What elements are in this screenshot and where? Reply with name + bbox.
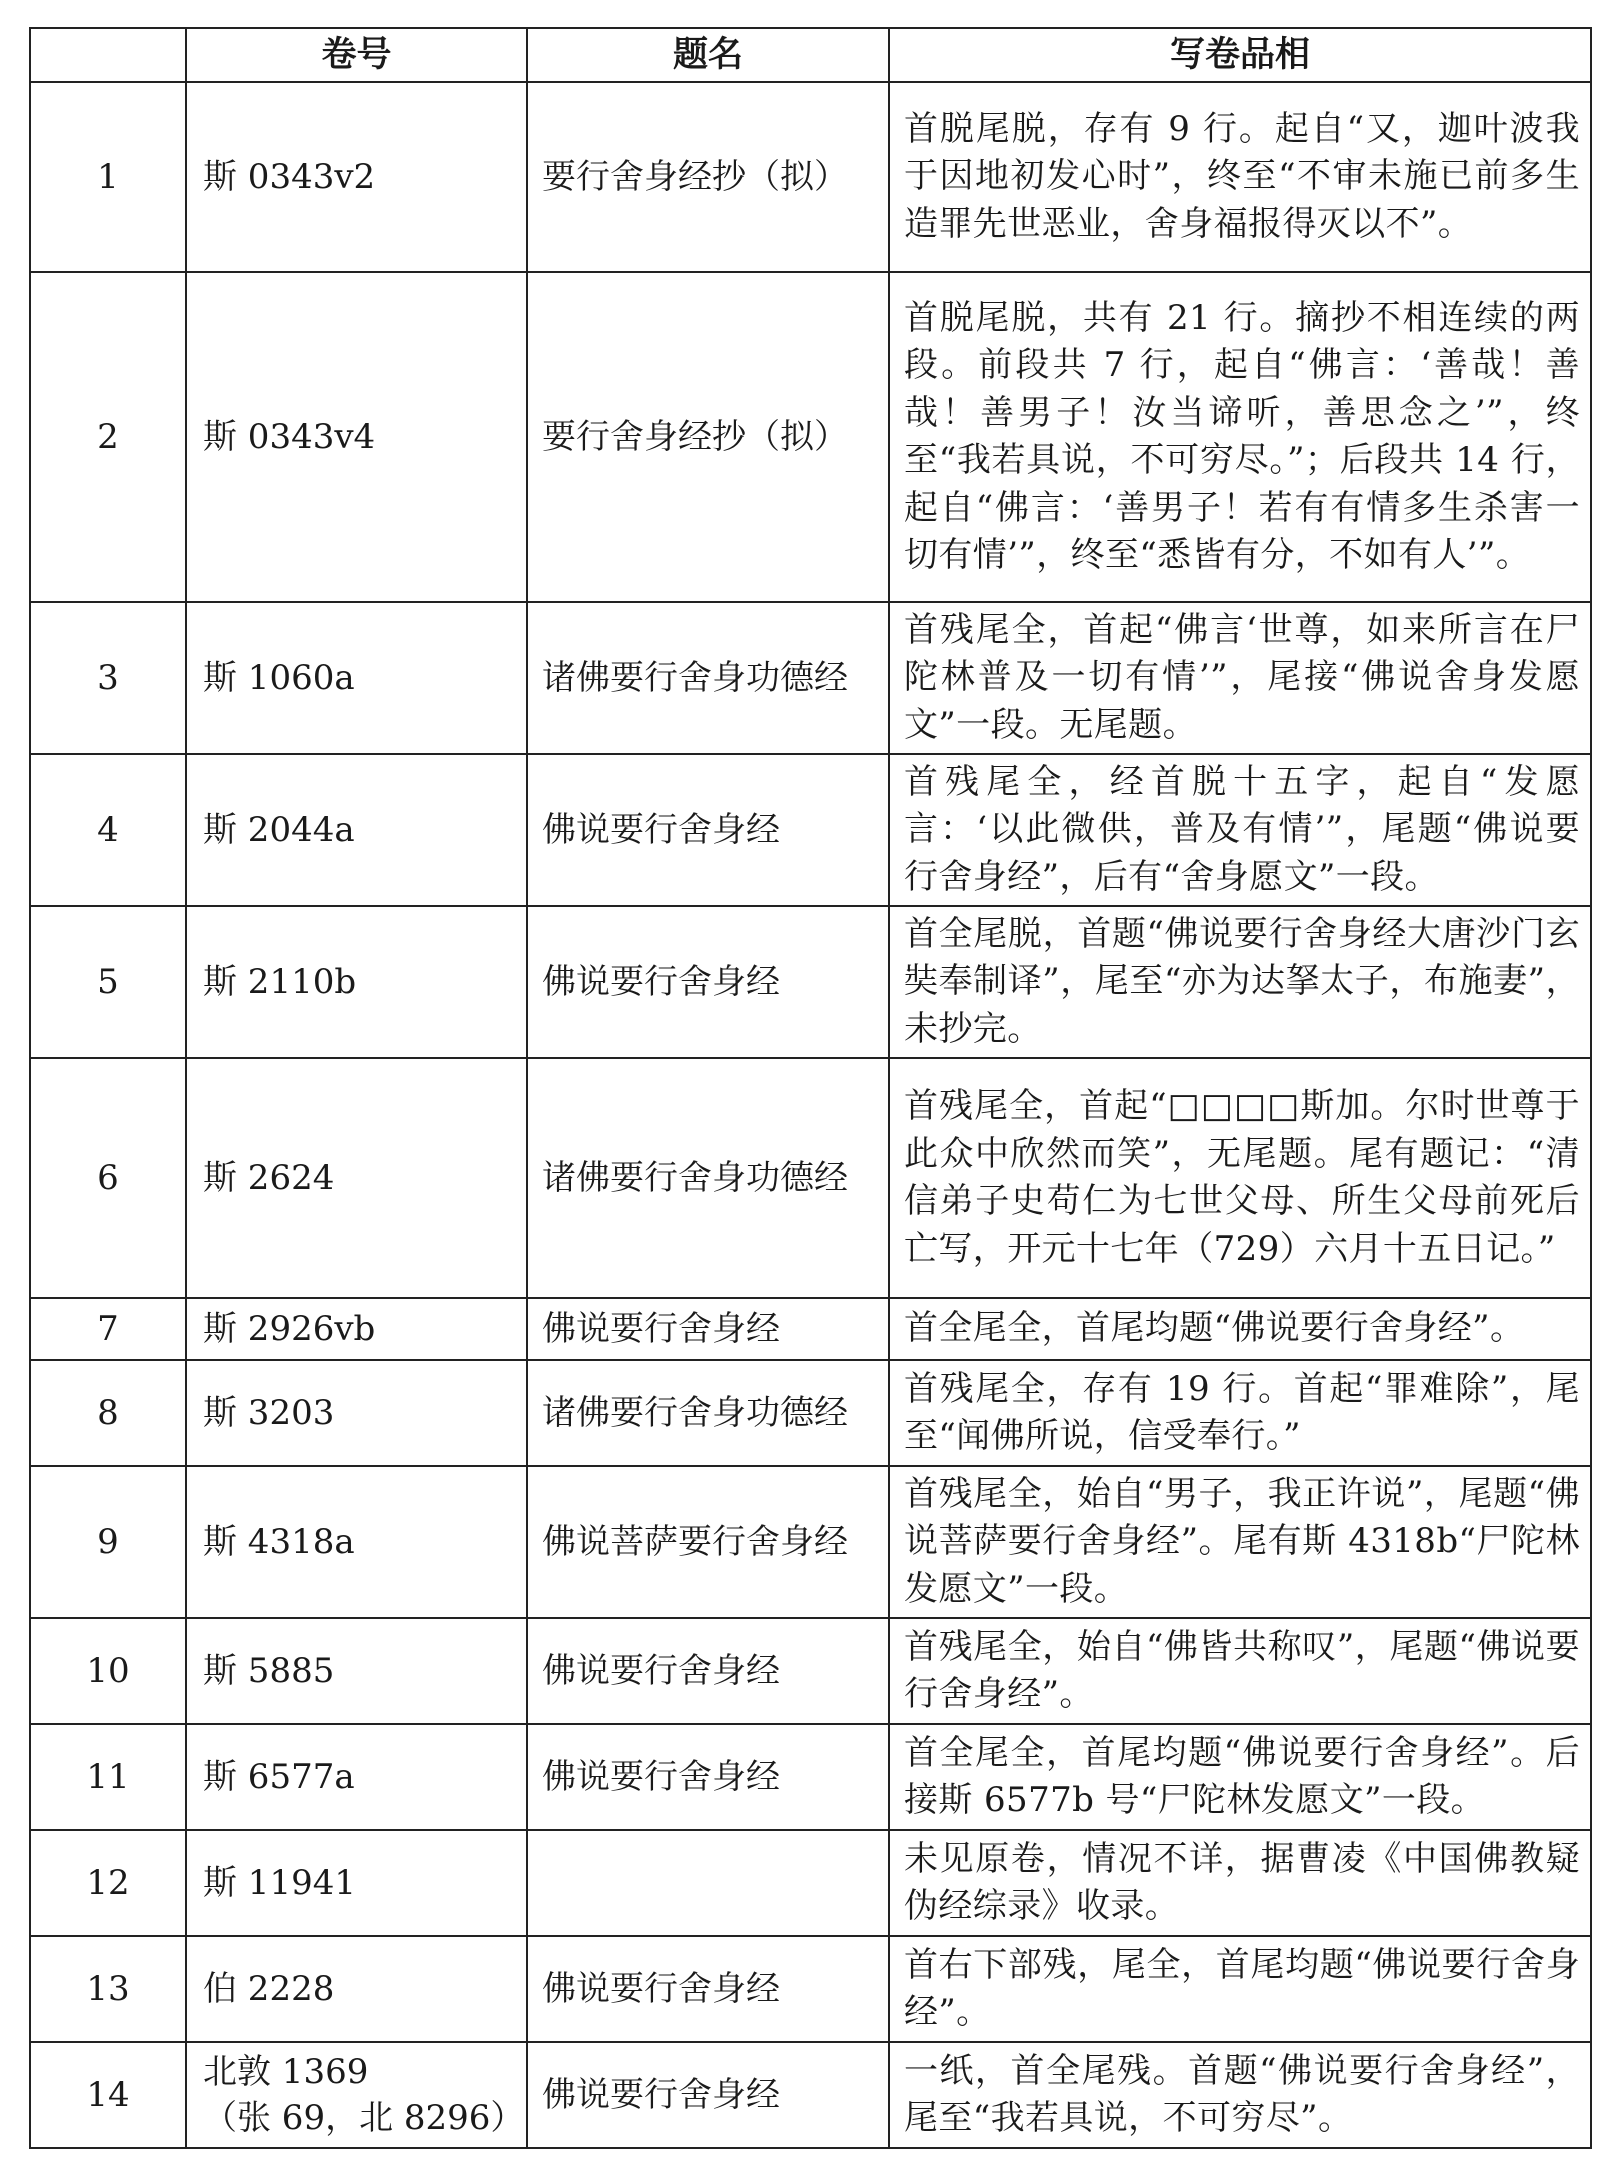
table-row xyxy=(30,1058,1591,1298)
table-row xyxy=(30,2042,1591,2148)
table-row xyxy=(30,1618,1591,1724)
sutra-title: 诸佛要行舍身功德经 xyxy=(527,1360,889,1466)
volume-number: 伯 2228 xyxy=(186,1936,527,2042)
sutra-title: 要行舍身经抄（拟） xyxy=(527,272,889,602)
sutra-title xyxy=(527,1830,889,1936)
sutra-title: 佛说要行舍身经 xyxy=(527,1936,889,2042)
volume-number: 斯 0343v2 xyxy=(186,82,527,272)
sutra-title: 诸佛要行舍身功德经 xyxy=(527,602,889,754)
table-row xyxy=(30,272,1591,602)
volume-number: 北敦 1369 （张 69，北 8296） xyxy=(186,2042,527,2148)
volume-number: 斯 4318a xyxy=(186,1466,527,1618)
row-number: 7 xyxy=(30,1298,186,1360)
header-row xyxy=(30,28,1591,82)
manuscript-condition: 首全尾全，首尾均题“佛说要行舍身经”。后接斯 6577b 号“尸陀林发愿文”一段。 xyxy=(889,1724,1591,1830)
row-number: 4 xyxy=(30,754,186,906)
manuscript-condition: 首残尾全，存有 19 行。首起“罪难除”，尾至“闻佛所说，信受奉行。” xyxy=(889,1360,1591,1466)
manuscript-table xyxy=(29,27,1592,2149)
manuscript-condition: 首残尾全，始自“男子，我正许说”，尾题“佛说菩萨要行舍身经”。尾有斯 4318b“尸陀林发愿文”一段。 xyxy=(889,1466,1591,1618)
volume-number: 斯 6577a xyxy=(186,1724,527,1830)
table-row xyxy=(30,906,1591,1058)
table-row xyxy=(30,1936,1591,2042)
header-index xyxy=(30,28,186,82)
volume-number: 斯 1060a xyxy=(186,602,527,754)
manuscript-condition: 首全尾全，首尾均题“佛说要行舍身经”。 xyxy=(889,1298,1591,1360)
sutra-title: 佛说要行舍身经 xyxy=(527,906,889,1058)
manuscript-condition: 首脱尾脱，共有 21 行。摘抄不相连续的两段。前段共 7 行，起自“佛言：‘善哉！善哉！善男子！汝当谛听，善思念之’”，终至“我若具说，不可穷尽。”；后段共 14 行，起自“佛言：‘善男子！若有有情多生杀害一切有情’”，终至“悉皆有分，不如有人’”。 xyxy=(889,272,1591,602)
row-number: 2 xyxy=(30,272,186,602)
manuscript-condition: 首残尾全，首起“佛言‘世尊，如来所言在尸陀林普及一切有情’”，尾接“佛说舍身发愿文”一段。无尾题。 xyxy=(889,602,1591,754)
volume-number: 斯 2110b xyxy=(186,906,527,1058)
manuscript-condition: 首残尾全，首起“□□□□斯加。尔时世尊于此众中欣然而笑”，无尾题。尾有题记：“清信弟子史苟仁为七世父母、所生父母前死后亡写，开元十七年（729）六月十五日记。” xyxy=(889,1058,1591,1298)
table-row xyxy=(30,1360,1591,1466)
sutra-title: 佛说要行舍身经 xyxy=(527,754,889,906)
sutra-title: 佛说要行舍身经 xyxy=(527,1618,889,1724)
table-row xyxy=(30,82,1591,272)
row-number: 13 xyxy=(30,1936,186,2042)
manuscript-condition: 首全尾脱，首题“佛说要行舍身经大唐沙门玄奘奉制译”，尾至“亦为达拏太子，布施妻”，未抄完。 xyxy=(889,906,1591,1058)
volume-number: 斯 5885 xyxy=(186,1618,527,1724)
table-row xyxy=(30,1298,1591,1360)
volume-number: 斯 2624 xyxy=(186,1058,527,1298)
header-title: 题名 xyxy=(527,28,889,82)
manuscript-condition: 一纸，首全尾残。首题“佛说要行舍身经”，尾至“我若具说，不可穷尽”。 xyxy=(889,2042,1591,2148)
manuscript-condition: 首残尾全，经首脱十五字，起自“发愿言：‘以此微供，普及有情’”，尾题“佛说要行舍身经”，后有“舍身愿文”一段。 xyxy=(889,754,1591,906)
sutra-title: 要行舍身经抄（拟） xyxy=(527,82,889,272)
table-row xyxy=(30,1724,1591,1830)
sutra-title: 佛说要行舍身经 xyxy=(527,1298,889,1360)
row-number: 9 xyxy=(30,1466,186,1618)
manuscript-condition: 未见原卷，情况不详，据曹凌《中国佛教疑伪经综录》收录。 xyxy=(889,1830,1591,1936)
volume-number: 斯 11941 xyxy=(186,1830,527,1936)
volume-number: 斯 2926vb xyxy=(186,1298,527,1360)
row-number: 3 xyxy=(30,602,186,754)
volume-number: 斯 3203 xyxy=(186,1360,527,1466)
table-row xyxy=(30,1830,1591,1936)
manuscript-condition: 首右下部残，尾全，首尾均题“佛说要行舍身经”。 xyxy=(889,1936,1591,2042)
row-number: 10 xyxy=(30,1618,186,1724)
sutra-title: 诸佛要行舍身功德经 xyxy=(527,1058,889,1298)
volume-number: 斯 0343v4 xyxy=(186,272,527,602)
manuscript-condition: 首脱尾脱，存有 9 行。起自“又，迦叶波我于因地初发心时”，终至“不审未施已前多生造罪先世恶业，舍身福报得灭以不”。 xyxy=(889,82,1591,272)
row-number: 14 xyxy=(30,2042,186,2148)
sutra-title: 佛说菩萨要行舍身经 xyxy=(527,1466,889,1618)
row-number: 8 xyxy=(30,1360,186,1466)
header-condition: 写卷品相 xyxy=(889,28,1591,82)
sutra-title: 佛说要行舍身经 xyxy=(527,2042,889,2148)
row-number: 12 xyxy=(30,1830,186,1936)
row-number: 11 xyxy=(30,1724,186,1830)
table-row xyxy=(30,1466,1591,1618)
volume-number: 斯 2044a xyxy=(186,754,527,906)
manuscript-condition: 首残尾全，始自“佛皆共称叹”，尾题“佛说要行舍身经”。 xyxy=(889,1618,1591,1724)
table-row xyxy=(30,602,1591,754)
header-volume: 卷号 xyxy=(186,28,527,82)
row-number: 5 xyxy=(30,906,186,1058)
table-row xyxy=(30,754,1591,906)
sutra-title: 佛说要行舍身经 xyxy=(527,1724,889,1830)
row-number: 6 xyxy=(30,1058,186,1298)
row-number: 1 xyxy=(30,82,186,272)
